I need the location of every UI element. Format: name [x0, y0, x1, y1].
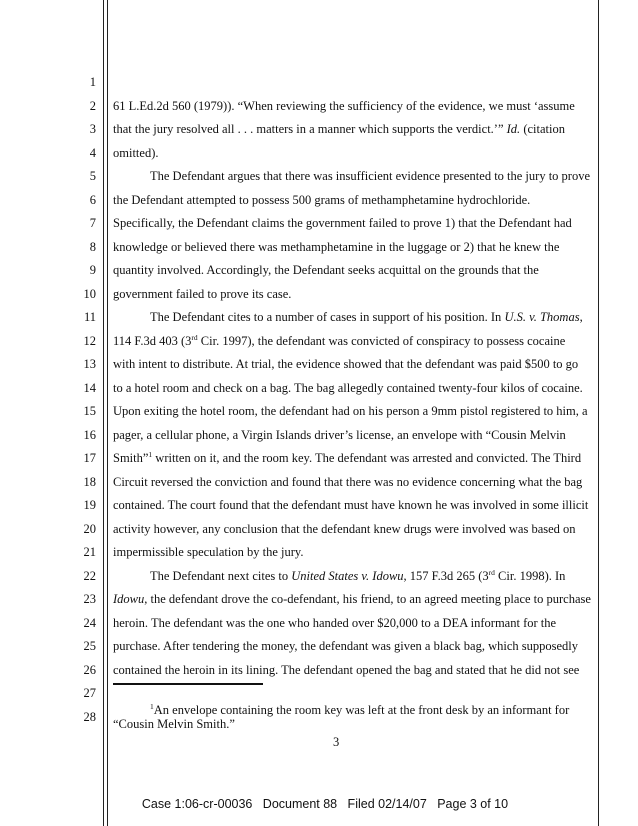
text-line: omitted).	[113, 146, 159, 160]
text-span: 114 F.3d 403 (3	[113, 334, 192, 348]
text-span: Case 1:06-cr-00036 Document 88 Filed 02/14/07 Page 3 of 10	[141, 797, 509, 811]
text-line	[113, 310, 583, 324]
line-number: 4	[89, 146, 96, 160]
text-span: Cir. 1998). In	[494, 569, 566, 583]
line-number: 18	[83, 475, 96, 489]
text-line: purchase. After tendering the money, the defendant was given a black bag, which supposedly	[113, 639, 579, 653]
text-line: the Defendant attempted to possess 500 grams of methamphetamine hydrochloride.	[113, 193, 531, 207]
line-number: 25	[83, 639, 96, 653]
text-line: Circuit reversed the conviction and found that there was no evidence concerning what the bag	[113, 475, 583, 489]
text-line: with intent to distribute. At trial, the evidence showed that the defendant was paid $500 to go	[113, 357, 579, 371]
citation-italic: Id.	[506, 122, 521, 136]
text-line	[113, 592, 591, 606]
text-line: contained the heroin in its lining. The defendant opened the bag and stated that he did not see	[113, 663, 580, 677]
text-line: contained. The court found that the defendant must have known he was involved in some illicit	[113, 498, 589, 512]
text-span: Cir. 1997), the defendant was convicted of conspiracy to possess cocaine	[197, 334, 566, 348]
margin-rule-double-left	[103, 0, 104, 826]
text-line: pager, a cellular phone, a Virgin Islands driver’s license, an envelope with “Cousin Melvin	[113, 428, 566, 442]
line-number: 11	[83, 310, 96, 324]
line-number: 2	[89, 99, 96, 113]
margin-rule-right	[598, 0, 599, 826]
footnote-text: “Cousin Melvin Smith.”	[113, 717, 235, 731]
line-number: 12	[83, 334, 96, 348]
footnote-marker: 1	[150, 701, 154, 711]
text-line: heroin. The defendant was the one who handed over $20,000 to a DEA informant for the	[113, 616, 557, 630]
line-number: 13	[83, 357, 96, 371]
text-line: Specifically, the Defendant claims the government failed to prove 1) that the Defendant had	[113, 216, 572, 230]
line-number: 24	[83, 616, 96, 630]
text-line	[113, 334, 579, 348]
line-number: 8	[89, 240, 96, 254]
text-span: The Defendant next cites to	[150, 569, 289, 583]
case-name-italic: United States v. Idowu	[291, 569, 404, 583]
footnote-separator	[113, 683, 263, 685]
line-number: 5	[89, 169, 96, 183]
line-number: 17	[83, 451, 96, 465]
line-number: 14	[83, 381, 96, 395]
text-line	[113, 122, 579, 136]
text-line	[113, 449, 582, 465]
line-number: 23	[83, 592, 96, 606]
line-number: 20	[83, 522, 96, 536]
text-line: 61 L.Ed.2d 560 (1979)). “When reviewing the sufficiency of the evidence, we must ‘assume	[113, 99, 575, 113]
line-number: 28	[83, 710, 96, 724]
text-line: government failed to prove its case.	[113, 287, 292, 301]
text-span: Smith”	[113, 451, 149, 465]
text-span: The Defendant cites to a number of cases in support of his position. In	[150, 310, 502, 324]
text-line: to a hotel room and check on a bag. The bag allegedly contained twenty-four kilos of cocaine.	[113, 381, 583, 395]
line-number: 9	[89, 263, 96, 277]
text-line	[113, 569, 579, 583]
line-number: 22	[83, 569, 96, 583]
line-number: 6	[89, 193, 96, 207]
page-number: 3	[333, 735, 340, 749]
line-number: 19	[83, 498, 96, 512]
line-number: 21	[83, 545, 96, 559]
line-number: 16	[83, 428, 96, 442]
text-line: knowledge or believed there was methamphetamine in the luggage or 2) that he knew the	[113, 240, 560, 254]
text-span: that the jury resolved all . . . matters in a manner which supports the verdict.’”	[113, 122, 504, 136]
text-line: activity however, any conclusion that the defendant knew drugs were involved was based on	[113, 522, 576, 536]
line-number: 26	[83, 663, 96, 677]
text-span: written on it, and the room key. The defendant was arrested and convicted. The Third	[152, 451, 582, 465]
text-span: , 157 F.3d 265 (3	[403, 569, 489, 583]
case-name-italic: U.S. v. Thomas	[504, 310, 580, 324]
footnote-ref: 1	[148, 449, 153, 459]
line-number: 10	[83, 287, 96, 301]
ordinal-superscript: rd	[191, 332, 198, 342]
text-span: (citation	[520, 122, 565, 136]
line-number: 1	[89, 75, 96, 89]
text-span: ,	[579, 310, 583, 324]
document-footer	[115, 797, 535, 811]
line-number: 7	[89, 216, 96, 230]
margin-rule-double-right	[107, 0, 108, 826]
text-span: , the defendant drove the co-defendant, his friend, to an agreed meeting place to purchase	[144, 592, 591, 606]
line-number: 15	[83, 404, 96, 418]
case-name-italic: Idowu	[113, 592, 145, 606]
line-number: 27	[83, 686, 96, 700]
footnote-text	[113, 703, 583, 717]
text-line: quantity involved. Accordingly, the Defendant seeks acquittal on the grounds that the	[113, 263, 539, 277]
line-number: 3	[89, 122, 96, 136]
text-line: Upon exiting the hotel room, the defendant had on his person a 9mm pistol registered to him, a	[113, 404, 588, 418]
text-line: The Defendant argues that there was insufficient evidence presented to the jury to prove	[150, 169, 591, 183]
ordinal-superscript: rd	[488, 567, 495, 577]
text-span: An envelope containing the room key was left at the front desk by an informant for	[153, 703, 570, 717]
text-line: impermissible speculation by the jury.	[113, 545, 304, 559]
